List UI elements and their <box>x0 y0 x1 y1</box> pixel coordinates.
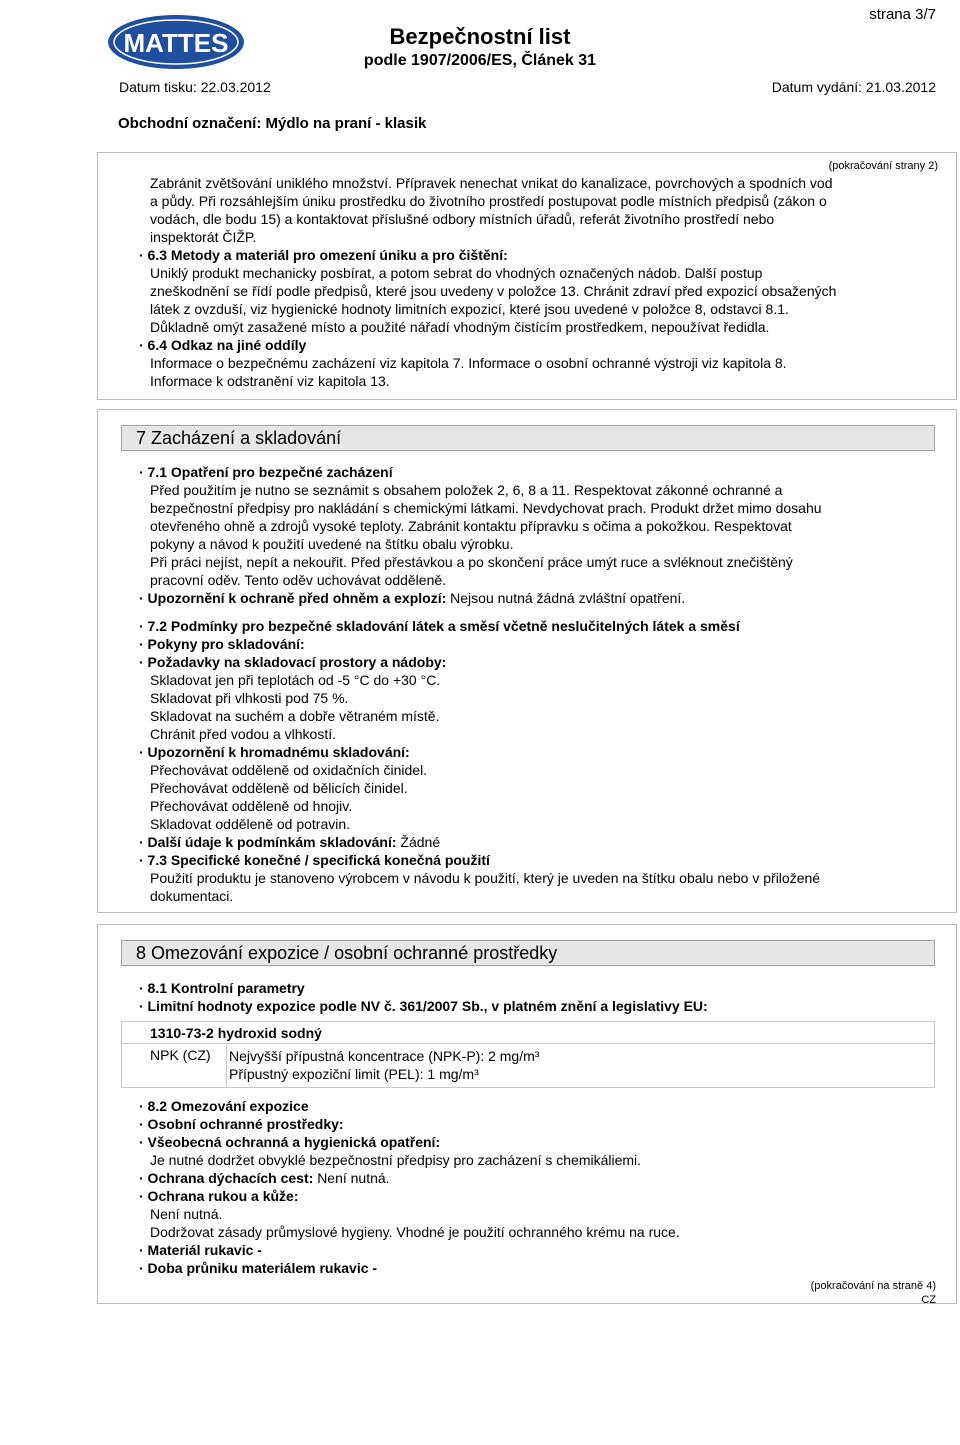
npk-values <box>229 1047 539 1083</box>
ppe-label: · Osobní ochranné prostředky: <box>139 1116 344 1132</box>
text-line: Přechovávat odděleně od hnojiv. <box>150 798 353 814</box>
subheading-6-4: · 6.4 Odkaz na jiné oddíly <box>139 337 307 353</box>
text-line: vodách, dle bodu 15) a kontaktovat příslušné odbory místních úřadů, referát životního prostředí nebo <box>150 211 775 227</box>
text-line: otevřeného ohně a zdrojů vysoké teploty. Zabránit kontaktu přípravku s očima a pokožkou. Respektovat <box>150 518 792 534</box>
text-line: Není nutná. <box>150 1206 223 1222</box>
text-line: bezpečnostní předpisy pro nakládání s chemickými látkami. Nevdychovat prach. Produkt držet mimo dosahu <box>150 500 822 516</box>
storage-requirements-label: · Požadavky na skladovací prostory a nádoby: <box>139 654 447 670</box>
mattes-logo <box>106 12 246 72</box>
continued-to-note: (pokračování na straně 4) <box>810 1280 936 1292</box>
subheading-7-3: · 7.3 Specifické konečné / specifická konečná použití <box>139 852 490 868</box>
npk-p-value: Nejvyšší přípustná koncentrace (NPK-P): 2 mg/m³ <box>229 1048 540 1064</box>
npk-label: NPK (CZ) <box>150 1047 211 1063</box>
text-line: Přechovávat odděleně od oxidačních činidel. <box>150 762 428 778</box>
subheading-6-3: · 6.3 Metody a materiál pro omezení úniku a pro čištění: <box>139 247 508 263</box>
document-title: Bezpečnostní list <box>389 24 571 49</box>
section-8-intro <box>139 979 708 1015</box>
text-line: Informace k odstranění viz kapitola 13. <box>150 373 390 389</box>
text-line: a půdy. Při rozsáhlejším úniku prostředku do životního prostředí postupovat podle místních předpisů (zákon o <box>150 193 827 209</box>
page-number: strana 3/7 <box>869 6 936 23</box>
section-8-heading: 8 Omezování expozice / osobní ochranné prostředky <box>121 940 935 966</box>
subheading-8-1: · 8.1 Kontrolní parametry <box>139 980 305 996</box>
text-line: Skladovat jen při teplotách od -5 °C do +30 °C. <box>150 672 441 688</box>
text-line: Uniklý produkt mechanicky posbírat, a potom sebrat do vhodných označených nádob. Další postup <box>150 265 763 281</box>
exposure-limits-label: · Limitní hodnoty expozice podle NV č. 361/2007 Sb., v platném znění a legislativy EU: <box>139 998 708 1014</box>
text-line: Skladovat při vlhkosti pod 75 %. <box>150 690 349 706</box>
subheading-7-1: · 7.1 Opatření pro bezpečné zacházení <box>139 464 393 480</box>
text-line: Při práci nejíst, nepít a nekouřit. Před přestávkou a po skončení práce umýt ruce a svléknout znečištěný <box>150 554 793 570</box>
storage-other-value: Žádné <box>400 834 441 850</box>
fire-protection-value: Nejsou nutná žádná zvláštní opatření. <box>450 590 686 606</box>
text-line: inspektorát ČIŽP. <box>150 229 257 245</box>
subheading-8-2: · 8.2 Omezování expozice <box>139 1098 309 1114</box>
respiratory-protection-value: Není nutná. <box>317 1170 390 1186</box>
svg-text:MATTES: MATTES <box>123 28 229 58</box>
text-line: Přechovávat odděleně od bělicích činidel. <box>150 780 408 796</box>
text-line: Skladovat na suchém a dobře větraném místě. <box>150 708 440 724</box>
text-line: Použití produktu je stanoveno výrobcem v návodu k použití, který je uveden na štítku obalu nebo v přiložené <box>150 870 821 886</box>
text-line: dokumentaci. <box>150 888 234 904</box>
text-line: Je nutné dodržet obvyklé bezpečnostní předpisy pro zacházení s chemikáliemi. <box>150 1152 642 1168</box>
glove-material-label: · Materiál rukavic - <box>139 1242 262 1258</box>
hand-skin-protection-label: · Ochrana rukou a kůže: <box>139 1188 299 1204</box>
text-line: Skladovat odděleně od potravin. <box>150 816 351 832</box>
trade-name: Obchodní označení: Mýdlo na praní - klasik <box>118 115 427 132</box>
pel-value: Přípustný expoziční limit (PEL): 1 mg/m³ <box>229 1066 479 1082</box>
bulk-storage-label: · Upozornění k hromadnému skladování: <box>139 744 410 760</box>
subheading-7-2: · 7.2 Podmínky pro bezpečné skladování látek a směsí včetně neslučitelných látek a směsí <box>139 618 740 634</box>
text-line: zneškodnění se řídí podle předpisů, které jsou uvedeny v položce 13. Chránit zdraví před expozicí obsažených <box>150 283 837 299</box>
section-7-text <box>139 463 822 905</box>
text-line: Dodržovat zásady průmyslové hygieny. Vhodné je použití ochranného krému na ruce. <box>150 1224 680 1240</box>
document-subtitle: podle 1907/2006/ES, Článek 31 <box>363 52 597 69</box>
continued-from-note: (pokračování strany 2) <box>828 160 938 172</box>
section-8-text <box>139 1097 680 1277</box>
table-divider <box>226 1043 227 1088</box>
print-date: Datum tisku: 22.03.2012 <box>119 79 271 95</box>
text-line: látek z ovzduší, viz hygienické hodnoty limitních expozicí, které jsou uvedené v položce 8, odstavci 8.1. <box>150 301 789 317</box>
text-line: Chránit před vodou a vlhkostí. <box>150 726 336 742</box>
substance-name: 1310-73-2 hydroxid sodný <box>150 1025 322 1041</box>
text-line: pracovní oděv. Tento oděv uchovávat odděleně. <box>150 572 447 588</box>
text-line: Před použitím je nutno se seznámit s obsahem položek 2, 6, 8 a 11. Respektovat zákonné ochranné a <box>150 482 783 498</box>
fire-protection-label: · Upozornění k ochraně před ohněm a explozí: <box>139 590 447 606</box>
hygiene-measures-label: · Všeobecná ochranná a hygienická opatření: <box>139 1134 441 1150</box>
text-line: pokyny a návod k použití uvedené na štítku obalu výrobku. <box>150 536 514 552</box>
text-line: Informace o bezpečnému zacházení viz kapitola 7. Informace o osobní ochranné výstroji viz kapitola 8. <box>150 355 787 371</box>
language-code: CZ <box>921 1294 936 1306</box>
storage-other-label: · Další údaje k podmínkám skladování: <box>139 834 397 850</box>
text-line: Důkladně omýt zasažené místo a použité nářadí vhodným čistícím prostředkem, nepoužívat ředidla. <box>150 319 770 335</box>
respiratory-protection-label: · Ochrana dýchacích cest: <box>139 1170 314 1186</box>
text-line: Zabránit zvětšování uniklého množství. Přípravek nenechat vnikat do kanalizace, povrchových a spodních vod <box>150 175 833 191</box>
issue-date: Datum vydání: 21.03.2012 <box>771 79 936 95</box>
section-6-text <box>139 174 836 390</box>
storage-instructions-label: · Pokyny pro skladování: <box>139 636 305 652</box>
section-7-heading: 7 Zacházení a skladování <box>121 425 935 451</box>
glove-breakthrough-label: · Doba průniku materiálem rukavic - <box>139 1260 378 1276</box>
